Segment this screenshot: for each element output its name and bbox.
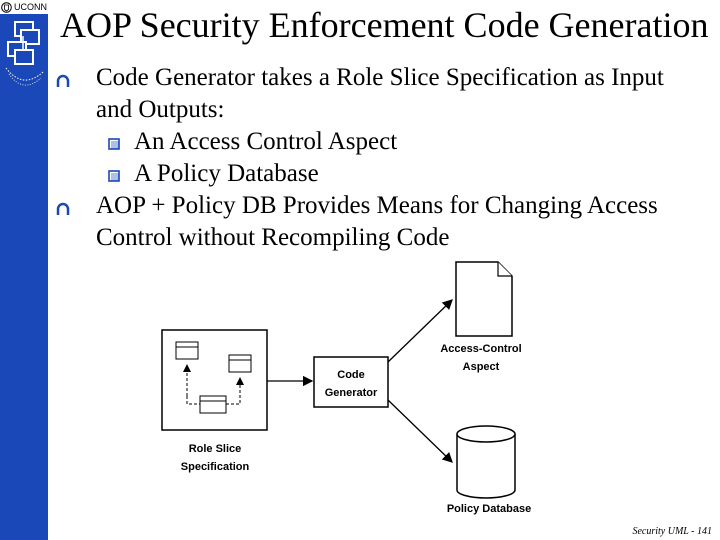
brand-name: UCONN [14,2,47,12]
database-icon [457,426,515,498]
role-slice-spec-label: Role Slice Specification [180,443,250,473]
access-control-aspect-label: Access-Control Aspect [440,343,522,373]
sub-bullet-text: A Policy Database [134,160,319,187]
policy-database-label: Policy Database [446,503,532,515]
role-slice-spec-box [162,330,267,430]
sub-bullet-text: An Access Control Aspect [134,128,398,155]
arrow-generator-to-database [388,400,452,462]
bullet-text: Code Generator takes a Role Slice Specification as Input and Outputs: [96,64,664,123]
slide-footer: Security UML - 141 [632,526,712,537]
code-generator-label: Code Generator [324,369,378,399]
bullet-text: AOP + Policy DB Provides Means for Changing Access Control without Recompiling Code [96,192,658,251]
document-icon [456,262,512,336]
slide-title: AOP Security Enforcement Code Generation [60,5,709,45]
